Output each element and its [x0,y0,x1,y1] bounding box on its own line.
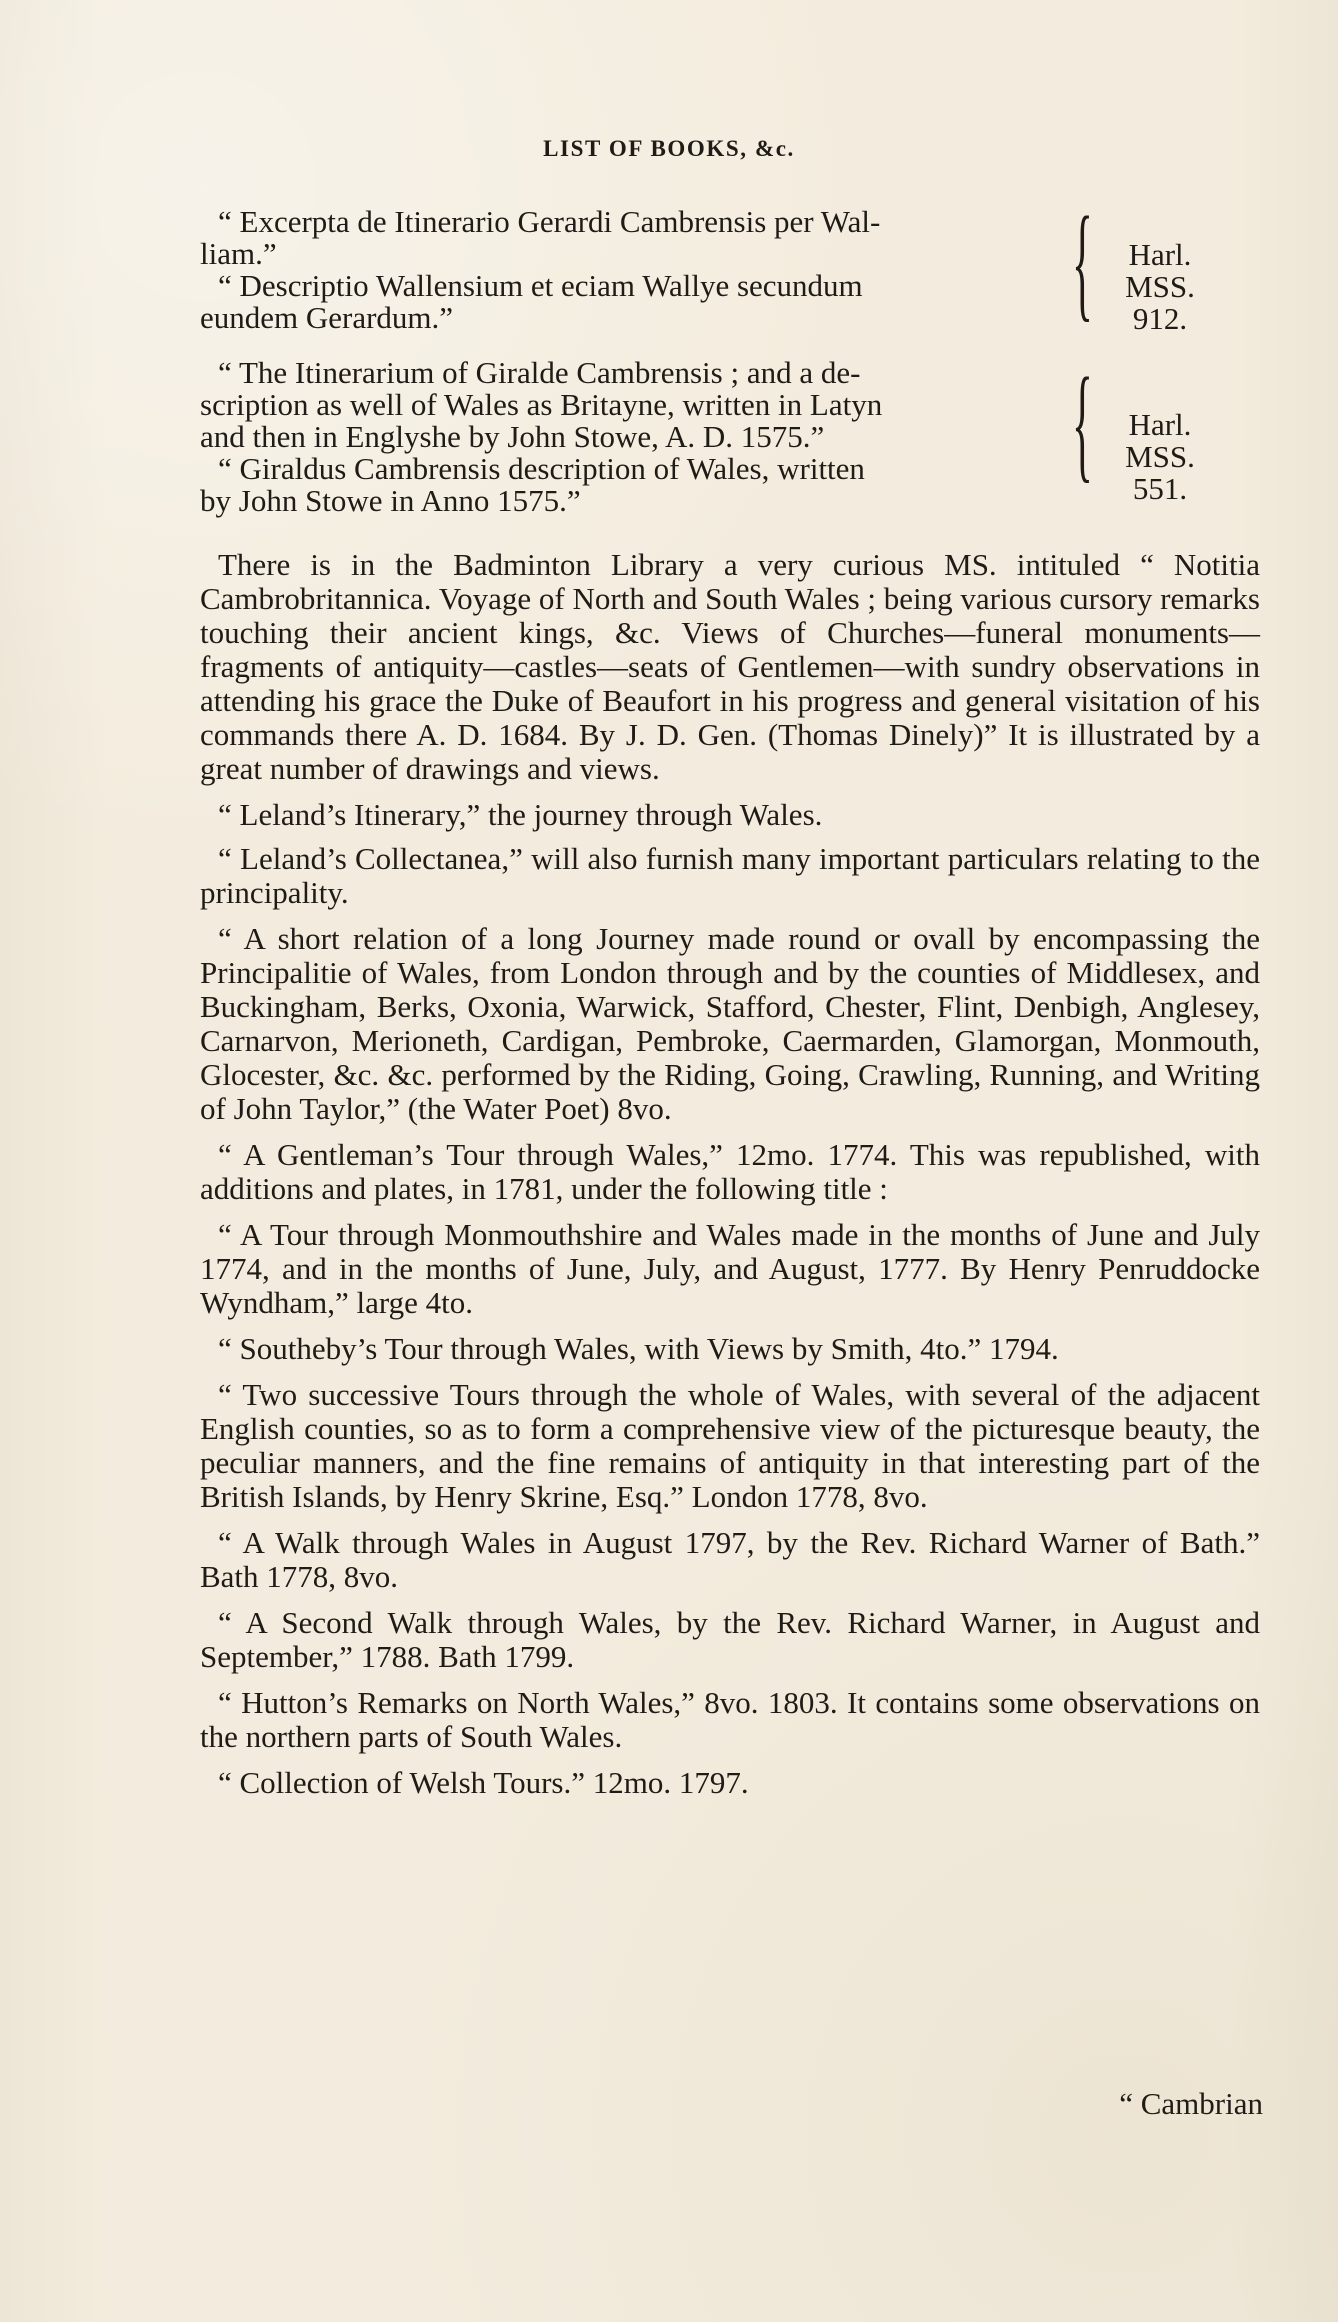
manuscript-entry-1-ref-line-2: 912. [1132,301,1188,336]
manuscript-entry-2-brace: { [1072,352,1093,494]
manuscript-entry-1-text [200,206,1070,334]
manuscript-entry-1-ref-line-1: Harl. MSS. [1125,237,1195,304]
manuscript-entry-1-line-4: eundem Gerardum.” [200,300,454,335]
paragraph-warner-walk: “ A Walk through Wales in August 1797, by the Rev. Richard Warner of Bath.” Bath 1778, 8vo. [200,1525,1260,1594]
manuscript-entry-2-line-1: “ The Itinerarium of Giralde Cambrensis ; and a de- [218,355,861,390]
manuscript-entry-2-ref-line-2: 551. [1132,471,1188,506]
paragraph-leland-collectanea: “ Leland’s Collectanea,” will also furnish many important particulars relating to the principality. [200,841,1260,910]
paragraph-leland-itinerary: “ Leland’s Itinerary,” the journey through Wales. [218,797,823,832]
paragraph-john-taylor-journey: “ A short relation of a long Journey made round or ovall by encompassing the Principalitie of Wales, from London through and by the counties of Middlesex, and Buckingham, Berks, Oxonia, Warwick, Stafford, Chester, Flint, Denbigh, Anglesey, Carnarvon, Merioneth, Cardigan, Pembroke, Caermarden, Glamorgan, Monmouth, Glocester, &c. &c. performed by the Riding, Going, Crawling, Running, and Writing of John Taylor,” (the Water Poet) 8vo. [200,921,1260,1126]
paragraph-badminton-library: There is in the Badminton Library a very curious MS. intituled “ Notitia Cambrobritannica. Voyage of North and South Wales ; being various cursory remarks touching their ancient kings, &c. Views of Churches—funeral monuments—fragments of antiquity—castles—seats of Gentlemen—with sundry observations in attending his grace the Duke of Beaufort in his progress and general visitation of his commands there A. D. 1684. By J. D. Gen. (Thomas Dinely)” It is illustrated by a great number of drawings and views. [200,547,1260,786]
running-head: LIST OF BOOKS, &c. [543,136,795,161]
paragraph-southeby-tour: “ Southeby’s Tour through Wales, with Views by Smith, 4to.” 1794. [218,1331,1059,1366]
manuscript-entry-2-line-4: “ Giraldus Cambrensis description of Wales, written [218,451,865,486]
manuscript-entry-1-line-2: liam.” [200,236,277,271]
manuscript-entry-1-ref [1100,239,1220,335]
main-text [200,548,1260,1812]
manuscript-entry-2 [200,352,1260,547]
manuscript-entry-2-line-5: by John Stowe in Anno 1575.” [200,483,581,518]
manuscript-entry-1-brace: { [1072,191,1093,333]
manuscript-entry-2-line-3: and then in Englyshe by John Stowe, A. D. 1575.” [200,419,825,454]
paragraph-second-walk: “ A Second Walk through Wales, by the Rev. Richard Warner, in August and September,” 1788. Bath 1799. [200,1605,1260,1674]
manuscript-entry-2-text [200,357,1070,517]
paragraph-welsh-tours: “ Collection of Welsh Tours.” 12mo. 1797. [218,1765,749,1800]
paragraph-wyndham-tour: “ A Tour through Monmouthshire and Wales made in the months of June and July 1774, and in the months of June, July, and August, 1777. By Henry Penruddocke Wyndham,” large 4to. [200,1217,1260,1320]
manuscript-entry-2-line-2: scription as well of Wales as Britayne, written in Latyn [200,387,883,422]
paragraph-hutton-remarks: “ Hutton’s Remarks on North Wales,” 8vo. 1803. It contains some observations on the northern parts of South Wales. [200,1685,1260,1754]
manuscript-entry-2-ref-line-1: Harl. MSS. [1125,407,1195,474]
manuscript-entry-1-line-3: “ Descriptio Wallensium et eciam Wallye secundum [218,268,863,303]
manuscript-entry-2-ref [1100,409,1220,505]
paragraph-skrine-tours: “ Two successive Tours through the whole of Wales, with several of the adjacent English counties, so as to form a comprehensive view of the picturesque beauty, the peculiar manners, and the fine remains of antiquity in that interesting part of the British Islands, by Henry Skrine, Esq.” London 1778, 8vo. [200,1377,1260,1514]
paragraph-gentlemans-tour: “ A Gentleman’s Tour through Wales,” 12mo. 1774. This was republished, with additions and plates, in 1781, under the following title : [200,1137,1260,1206]
catchword: “ Cambrian [1119,2086,1263,2121]
manuscript-entry-1-line-1: “ Excerpta de Itinerario Gerardi Cambrensis per Wal- [218,204,881,239]
